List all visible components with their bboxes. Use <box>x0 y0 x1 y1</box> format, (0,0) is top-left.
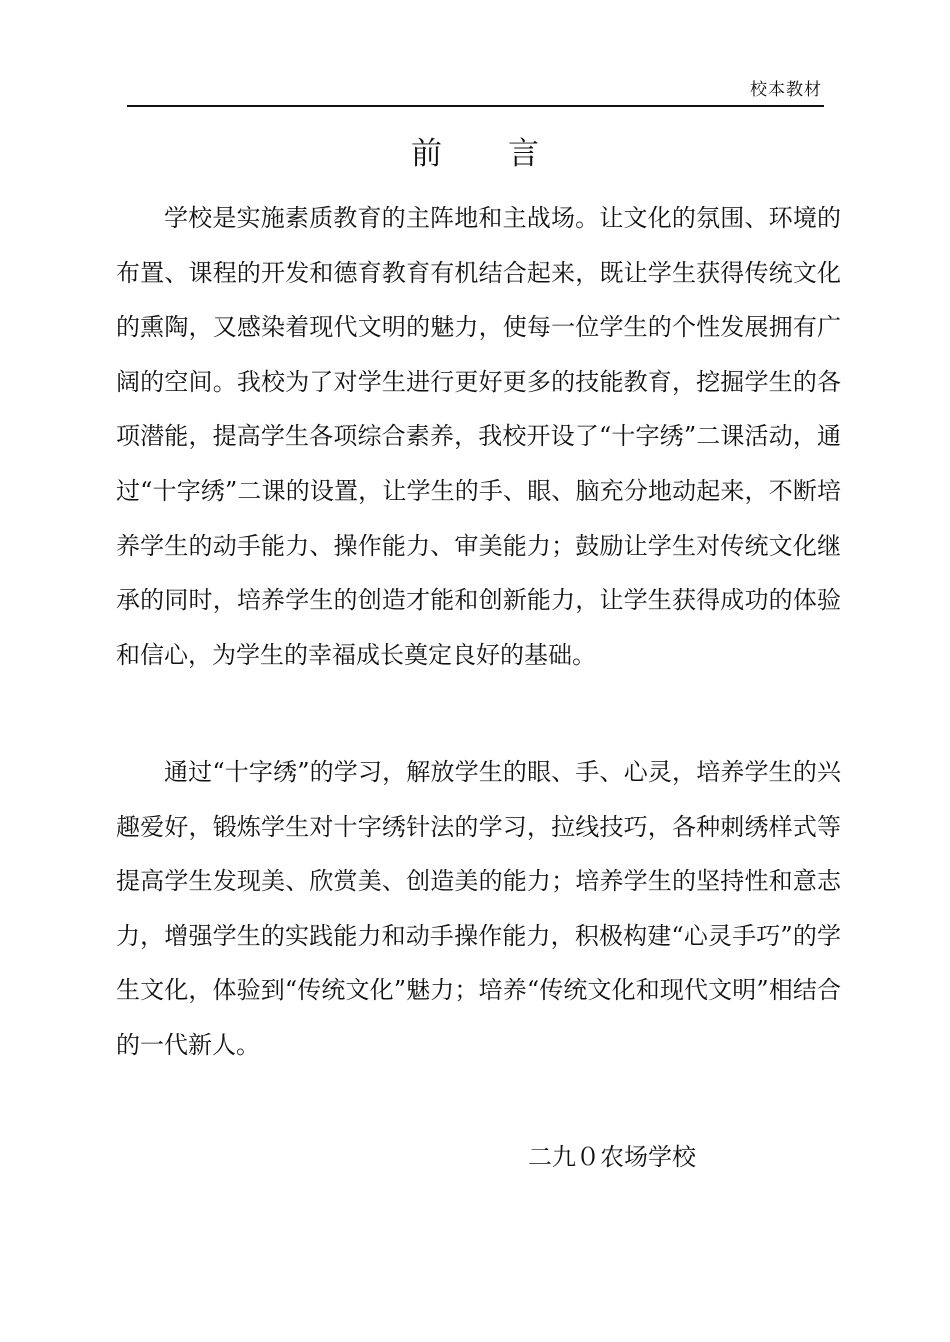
running-header: 校本教材 <box>750 80 822 100</box>
header-divider <box>127 105 824 107</box>
paragraph-1: 学校是实施素质教育的主阵地和主战场。让文化的氛围、环境的布置、课程的开发和德育教育有机结合起来，既让学生获得传统文化的熏陶，又感染着现代文明的魅力，使每一位学生的个性发展拥有广阔的空间。我校为了对学生进行更好更多的技能教育，挖掘学生的各项潜能，提高学生各项综合素养，我校开设了“十字绣”二课活动，通过“十字绣”二课的设置，让学生的手、眼、脑充分地动起来，不断培养学生的动手能力、操作能力、审美能力；鼓励让学生对传统文化继承的同时，培养学生的创造才能和创新能力，让学生获得成功的体验和信心，为学生的幸福成长奠定良好的基础。 <box>116 204 841 669</box>
paragraph-2: 通过“十字绣”的学习，解放学生的眼、手、心灵，培养学生的兴趣爱好，锻炼学生对十字绣针法的学习，拉线技巧，各种刺绣样式等提高学生发现美、欣赏美、创造美的能力；培养学生的坚持性和意志力，增强学生的实践能力和动手操作能力，积极构建“心灵手巧”的学生文化，体验到“传统文化”魅力；培养“传统文化和现代文明”相结合的一代新人。 <box>116 758 841 1059</box>
page-title <box>0 134 950 174</box>
title-char-2: 言 <box>508 136 539 172</box>
title-char-1: 前 <box>411 136 442 172</box>
signature: 二九０农场学校 <box>528 1143 696 1171</box>
